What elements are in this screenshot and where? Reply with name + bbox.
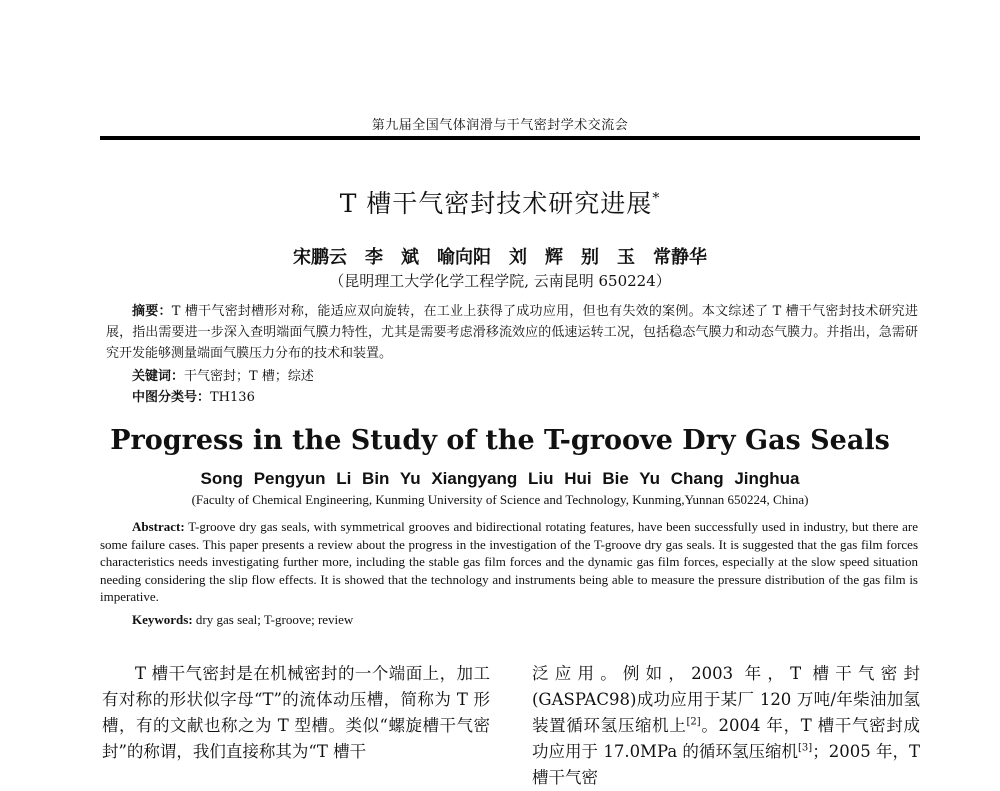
keywords-english-text: dry gas seal; T-groove; review — [195, 612, 354, 627]
running-header: 第九届全国气体润滑与干气密封学术交流会 — [371, 118, 629, 133]
classification-text: TH136 — [210, 390, 255, 405]
abstract-english-text: T-groove dry gas seals, with symmetrical grooves and bidirectional rotating features, have been successfully used in industry, but there are some failure cases. This paper presents a review about the progress in the investigation of the T-groove dry gas seals. It is suggested that the gas film forces characteristics needs investigating further more, including the stable gas film forces and the dynamic gas film forces, especially at the slow speed situation needing considering the slip flow effects. It is showed that the technology and instruments being able to measure the pressure distribution of the gas film is imperative. — [100, 519, 918, 604]
classification-label: 中图分类号： — [132, 390, 211, 405]
keywords-chinese — [132, 365, 314, 384]
keywords-english-label: Keywords: — [132, 612, 193, 627]
title-chinese — [0, 184, 1000, 220]
body-right-part2: 。2004 年，T 槽干气密封成功应用于 17.0MPa 的循环氢压缩机 — [532, 716, 920, 761]
abstract-chinese-label: 摘要： — [132, 304, 172, 319]
citation-ref-2: [2] — [686, 716, 701, 728]
citation-ref-3: [3] — [798, 742, 813, 754]
keywords-english — [132, 612, 353, 628]
body-column-left — [102, 661, 490, 765]
title-chinese-text: T 槽干气密封技术研究进展 — [339, 189, 653, 218]
keywords-chinese-label: 关键词： — [132, 369, 185, 384]
title-footnote-mark: * — [652, 190, 661, 207]
affiliation-chinese: （昆明理工大学化学工程学院, 云南昆明 650224） — [329, 272, 671, 290]
body-paragraph-left: T 槽干气密封是在机械密封的一个端面上，加工有对称的形状似字母“T”的流体动压槽，简称为 T 形槽，有的文献也称之为 T 型槽。类似“螺旋槽干气密封”的称谓，我们直接称其为“T 槽干 — [102, 664, 490, 761]
authors-chinese: 宋鹏云 李 斌 喻向阳 刘 辉 别 玉 常静华 — [293, 247, 707, 268]
affiliation-english: (Faculty of Chemical Engineering, Kunming University of Science and Technology, Kunming,Yunnan 650224, China) — [191, 492, 809, 507]
body-paragraph-right — [532, 661, 920, 791]
keywords-chinese-text: 干气密封；T 槽；综述 — [184, 369, 314, 384]
body-right-part3: ；2005 年，T 槽干气密 — [532, 742, 920, 787]
authors-english: Song Pengyun Li Bin Yu Xiangyang Liu Hui Bie Yu Chang Jinghua — [200, 469, 800, 488]
title-english: Progress in the Study of the T-groove Dry Gas Seals — [110, 425, 890, 456]
abstract-chinese — [106, 301, 918, 364]
body-column-right — [532, 661, 920, 791]
abstract-chinese-text: T 槽干气密封槽形对称，能适应双向旋转，在工业上获得了成功应用，但也有失效的案例。本文综述了 T 槽干气密封技术研究进展，指出需要进一步深入查明端面气膜力特性，尤其是需要考虑滑移流效应的低速运转工况，包括稳态气膜力和动态气膜力。并指出，急需研究开发能够测量端面气膜压力分布的技术和装置。 — [106, 304, 918, 361]
abstract-english — [100, 518, 918, 606]
abstract-english-label: Abstract: — [132, 519, 185, 534]
header-rule — [100, 136, 920, 140]
body-right-part1: 泛应用。例如，2003 年，T 槽干气密封(GASPAC98)成功应用于某厂 120 万吨/年柴油加氢装置循环氢压缩机上 — [532, 664, 920, 735]
classification-number — [132, 386, 255, 405]
